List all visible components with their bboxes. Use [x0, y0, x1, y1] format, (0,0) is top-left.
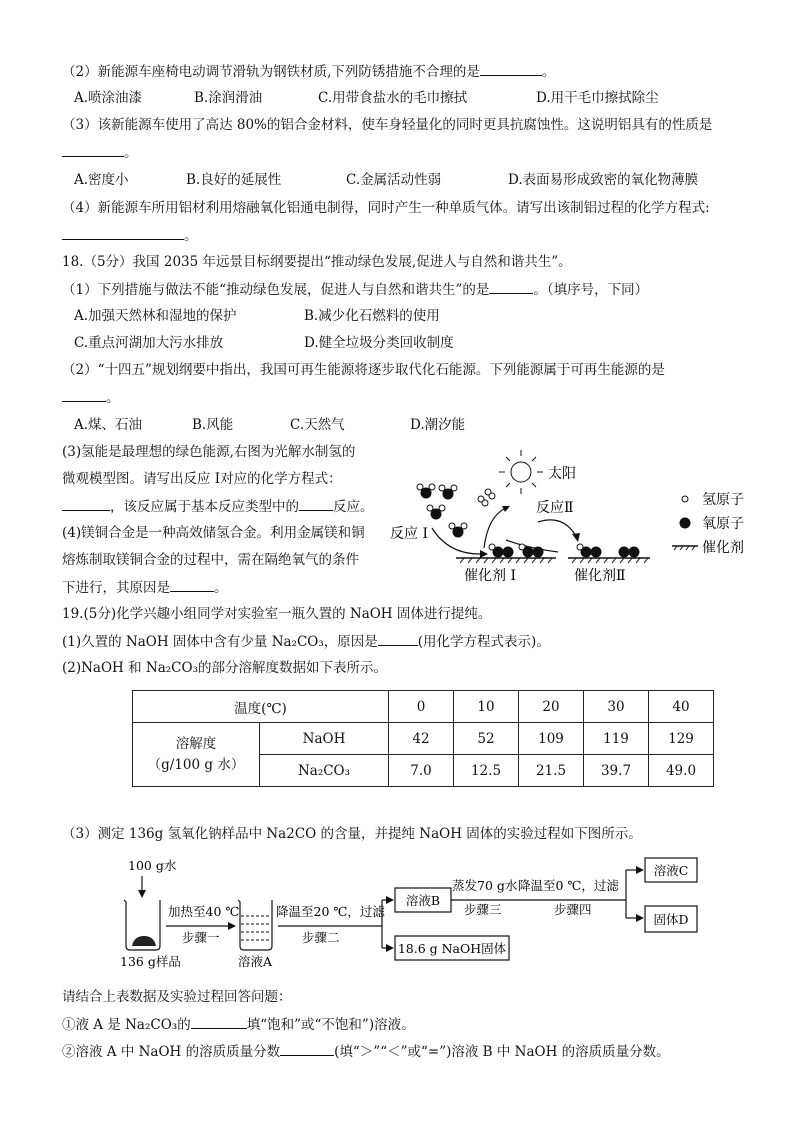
option-d: D.健全垃圾分类回收制度	[304, 335, 454, 351]
table-cell: 119	[584, 723, 649, 755]
hydrogen-release-arrow	[484, 508, 506, 548]
table-header-solubility: 溶解度 （g/100 g 水）	[133, 723, 260, 787]
q18-part4-line3: 下进行，其原因是 。	[62, 577, 228, 598]
option-b: B.风能	[192, 417, 234, 433]
cool20-label: 降温至20 ℃，过滤	[276, 904, 385, 919]
q19-instruction: 请结合上表数据及实验过程回答问题：	[62, 989, 292, 1005]
option-b: B.良好的延展性	[186, 172, 282, 188]
step2-label: 步骤二	[302, 930, 340, 945]
option-a: A.加强天然林和湿地的保护	[74, 308, 237, 324]
q18-part3-line3: ，该反应属于基本反应类型中的 反应。	[62, 496, 374, 517]
catalyst-1-label: 催化剂 I	[464, 568, 516, 584]
table-cell: 12.5	[454, 755, 519, 787]
arrow-head-icon	[138, 890, 146, 898]
q18-part4-line2: 熔炼制取镁铜合金的过程中，需在隔绝氧气的条件	[62, 552, 359, 568]
answer-blank[interactable]	[62, 387, 106, 402]
table-cell: 30	[584, 691, 649, 723]
table-row-label: NaOH	[260, 723, 389, 755]
answer-blank[interactable]	[280, 1041, 334, 1056]
solution-a-label: 溶液A	[238, 954, 273, 969]
table-header-temp: 温度(℃)	[133, 691, 389, 723]
solution-c-label: 溶液C	[653, 863, 689, 878]
table-cell: 52	[454, 723, 519, 755]
catalyst-icon	[672, 546, 698, 550]
sample-label: 136 g样品	[120, 954, 181, 969]
legend-catalyst: 催化剂	[702, 540, 744, 556]
catalyst-2-label: 催化剂Ⅱ	[574, 568, 626, 584]
option-b: B.涂润滑油	[194, 90, 263, 106]
table-cell: 20	[519, 691, 584, 723]
reaction-2-arrow	[538, 520, 576, 536]
option-a: A.煤、石油	[74, 417, 143, 433]
table-cell: 109	[519, 723, 584, 755]
table-cell: 49.0	[649, 755, 714, 787]
legend-hydrogen: 氢原子	[702, 492, 744, 508]
q19-part1: (1)久置的 NaOH 固体中含有少量 Na₂CO₃，原因是 (用化学方程式表示)。	[62, 631, 550, 652]
arrow-head-icon	[386, 896, 394, 904]
q18-part1: （1）下列措施与做法不能“推动绿色发展，促进人与自然和谐共生”的是 。（填序号，下同）	[62, 279, 648, 300]
hydrogen-atom-icon	[682, 496, 688, 502]
answer-blank[interactable]	[299, 496, 333, 511]
q18-part4-line1: (4)镁铜合金是一种高效储氢合金。利用金属镁和铜	[62, 525, 365, 541]
arrow-head-icon	[228, 922, 236, 930]
step1-label: 步骤一	[182, 930, 220, 945]
option-d: D.表面易形成致密的氧化物薄膜	[508, 172, 699, 188]
q17-part4: （4）新能源车所用铝材利用熔融氧化铝通电制得，同时产生一种单质气体。请写出该制铝过程的化学方程式:	[62, 200, 710, 216]
sun-icon	[499, 450, 543, 494]
q19-stem: 19.(5分)化学兴趣小组同学对实验室一瓶久置的 NaOH 固体进行提纯。	[62, 606, 492, 622]
answer-blank[interactable]	[378, 631, 418, 646]
heat-label: 加热至40 ℃	[168, 904, 240, 919]
arrow-head-icon	[636, 914, 644, 922]
option-c: C.用带食盐水的毛巾擦拭	[318, 90, 468, 106]
water-label: 100 g水	[128, 858, 177, 873]
table-row	[133, 691, 714, 723]
option-d: D.潮汐能	[410, 417, 466, 433]
arrow-head-icon	[480, 550, 488, 558]
table-cell: 7.0	[389, 755, 454, 787]
sun-label: 太阳	[548, 466, 576, 482]
q18-part2-answer: 。	[62, 387, 120, 408]
naoh-solid-label: 18.6 g NaOH固体	[397, 941, 507, 956]
arrow-head-icon	[386, 944, 394, 952]
table-row-label: Na₂CO₃	[260, 755, 389, 787]
beaker-sample-icon	[124, 900, 160, 950]
hydrogen-molecule-icon	[478, 489, 495, 506]
experiment-flow-diagram	[118, 852, 718, 974]
q18-part3-line1: (3)氢能是最理想的绿色能源,右图为光解水制氢的	[62, 444, 356, 460]
answer-blank[interactable]	[191, 1014, 247, 1029]
table-cell: 39.7	[584, 755, 649, 787]
answer-blank[interactable]	[170, 577, 214, 592]
option-d: D.用干毛巾擦拭除尘	[536, 90, 659, 106]
option-c: C.天然气	[290, 417, 345, 433]
table-cell: 129	[649, 723, 714, 755]
answer-blank[interactable]	[62, 142, 124, 157]
solid-d-label: 固体D	[653, 912, 689, 927]
option-a: A.密度小	[74, 172, 129, 188]
solubility-table	[132, 690, 714, 787]
table-cell: 10	[454, 691, 519, 723]
answer-blank[interactable]	[62, 496, 110, 511]
q17-part4-answer: 。	[62, 225, 198, 246]
option-b: B.减少化石燃料的使用	[304, 308, 440, 324]
table-cell: 21.5	[519, 755, 584, 787]
answer-blank[interactable]	[489, 279, 533, 294]
photolysis-figure	[388, 436, 758, 586]
table-cell: 40	[649, 691, 714, 723]
arrow-head-icon	[636, 866, 644, 874]
q17-part2: （2）新能源车座椅电动调节滑轨为钢铁材质,下列防锈措施不合理的是 。	[62, 61, 555, 82]
solution-b-label: 溶液B	[405, 893, 441, 908]
cool0-label: 降温至0 ℃，过滤	[518, 878, 619, 893]
option-a: A.喷涂油漆	[74, 90, 143, 106]
step4-label: 步骤四	[554, 902, 592, 917]
beaker-solution-a-icon	[238, 900, 272, 950]
option-c: C.金属活动性弱	[346, 172, 442, 188]
legend-oxygen: 氧原子	[702, 516, 744, 532]
table-cell: 42	[389, 723, 454, 755]
evap-label: 蒸发70 g水	[452, 878, 518, 893]
reaction-1-label: 反应 I	[390, 526, 428, 542]
q18-stem: 18.（5分）我国 2035 年远景目标纲要提出“推动绿色发展,促进人与自然和谐共生”。	[62, 254, 572, 270]
q19-part3: （3）测定 136g 氢氧化钠样品中 Na2CO 的含量，并提纯 NaOH 固体的实验过程如下图所示。	[62, 826, 642, 842]
reaction-2-label: 反应Ⅱ	[536, 500, 574, 516]
option-c: C.重点河湖加大污水排放	[74, 335, 224, 351]
figure-legend	[672, 492, 744, 556]
q17-part3-answer: 。	[62, 142, 138, 163]
q19-sub2: ②溶液 A 中 NaOH 的溶质质量分数 (填“＞”“＜”或“=”)溶液 B 中 NaOH 的溶质质量分数。	[62, 1041, 670, 1062]
q18-part3-line2: 微观模型图。请写出反应 I对应的化学方程式：	[62, 471, 342, 487]
q18-part2: （2）“十四五”规划纲要中指出，我国可再生能源将逐步取代化石能源。下列能源属于可再生能源的是	[62, 362, 665, 378]
table-row	[133, 723, 714, 755]
answer-blank[interactable]	[62, 225, 184, 240]
catalyst-surface-2	[568, 544, 650, 563]
q19-sub1: ①液 A 是 Na₂CO₃的 填“饱和”或“不饱和”)溶液。	[62, 1014, 415, 1035]
arrow-head-icon	[572, 533, 580, 542]
oxygen-atom-icon	[680, 518, 691, 529]
q17-part3: （3）该新能源车使用了高达 80%的铝合金材料，使车身轻量化的同时更具抗腐蚀性。这说明铝具有的性质是	[62, 117, 713, 133]
table-cell: 0	[389, 691, 454, 723]
step3-label: 步骤三	[464, 902, 502, 917]
answer-blank[interactable]	[480, 61, 542, 76]
q19-part2: (2)NaOH 和 Na₂CO₃的部分溶解度数据如下表所示。	[62, 660, 387, 676]
